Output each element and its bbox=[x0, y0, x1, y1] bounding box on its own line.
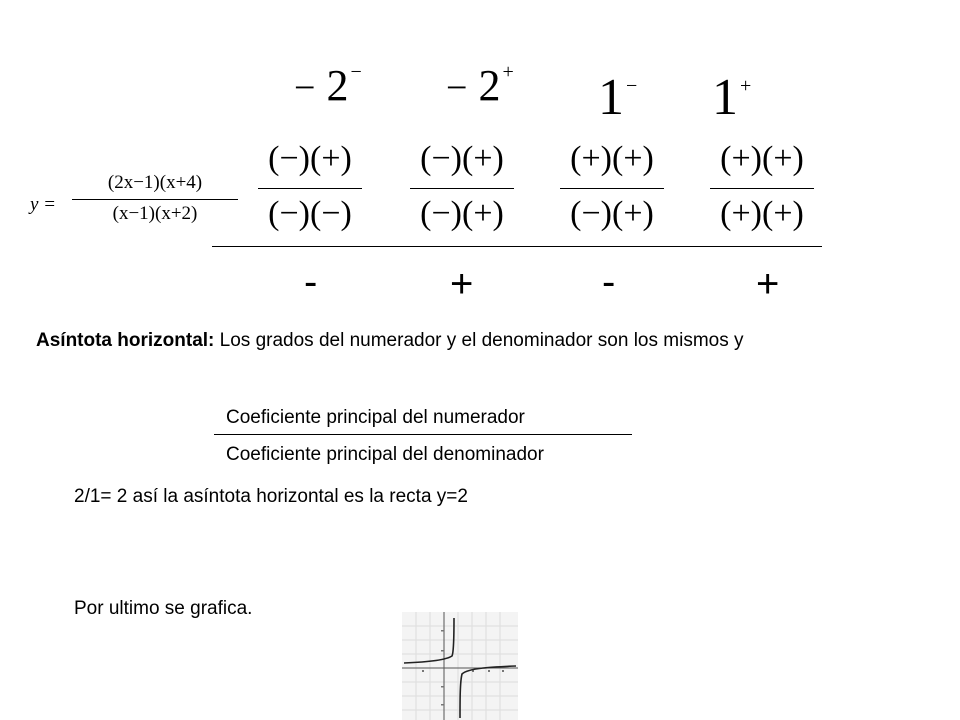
fraction-bar bbox=[560, 188, 664, 189]
sign-fraction-2: (−)(+) (−)(+) bbox=[410, 142, 514, 237]
sign-result-3: - bbox=[602, 260, 616, 304]
sign-fraction-4: (+)(+) (+)(+) bbox=[710, 142, 814, 237]
sign-result-2: + bbox=[450, 262, 474, 306]
coefficient-fraction-bar bbox=[214, 434, 632, 435]
sign-chart-line bbox=[212, 246, 822, 247]
fraction-bar bbox=[258, 188, 362, 189]
limit-label-2: − 2 + bbox=[446, 61, 514, 110]
sign-result-4: + bbox=[756, 262, 780, 306]
asymptote-paragraph bbox=[36, 328, 756, 354]
sign-fraction-3: (+)(+) (−)(+) bbox=[560, 142, 664, 237]
closing-text: Por ultimo se grafica. bbox=[74, 598, 253, 619]
sign-fraction-1: (−)(+) (−)(−) bbox=[258, 142, 362, 237]
coefficient-fraction bbox=[214, 404, 632, 469]
limit-label-3: 1 − bbox=[598, 69, 638, 126]
limit-label-1: − 2 − bbox=[294, 61, 362, 110]
sign-result-1: - bbox=[304, 260, 318, 304]
function-graph bbox=[402, 612, 518, 720]
coefficient-numerator: Coeficiente principal del numerador bbox=[226, 407, 525, 428]
coefficient-denominator: Coeficiente principal del denominador bbox=[226, 444, 544, 465]
asymptote-heading: Asíntota horizontal: bbox=[36, 330, 215, 351]
equation-fraction-bar bbox=[72, 199, 238, 200]
asymptote-text: Los grados del numerador y el denominador son los mismos y bbox=[214, 330, 744, 351]
result-text: 2/1= 2 así la asíntota horizontal es la recta y=2 bbox=[74, 486, 468, 507]
fraction-bar bbox=[410, 188, 514, 189]
limit-label-4: 1 + bbox=[712, 69, 752, 126]
fraction-bar bbox=[710, 188, 814, 189]
